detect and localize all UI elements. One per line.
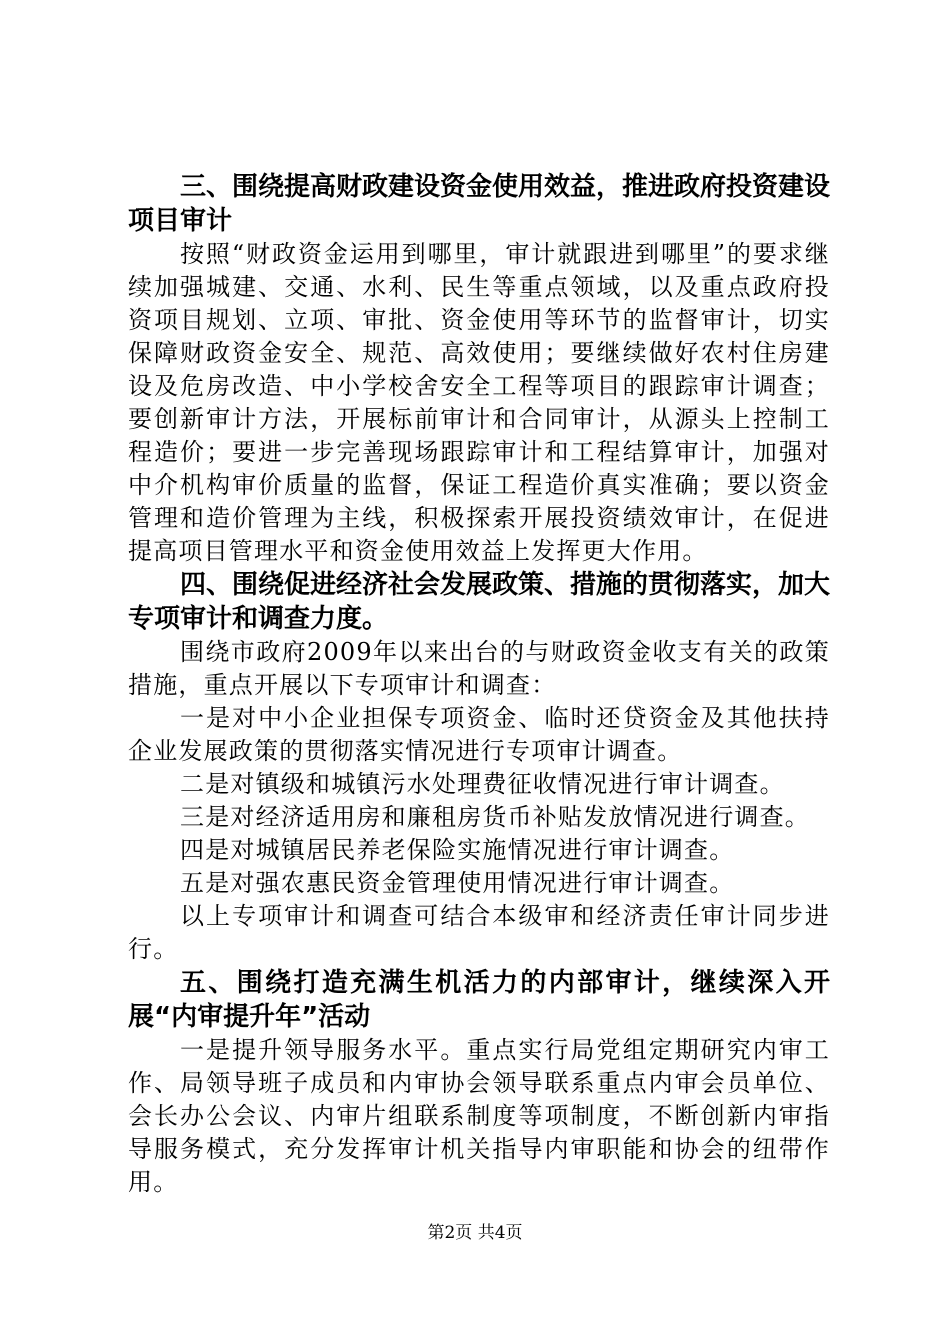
body-paragraph: 按照“财政资金运用到哪里，审计就跟进到哪里”的要求继续加强城建、交通、水利、民生等重点领域，以及重点政府投资项目规划、立项、审批、资金使用等环节的监督审计，切实保障财政资金安全、规范、高效使用；要继续做好农村住房建设及危房改造、中小学校舍安全工程等项目的跟踪审计调查；要创新审计方法，开展标前审计和合同审计，从源头上控制工程造价；要进一步完善现场跟踪审计和工程结算审计，加强对中介机构审价质量的监督，保证工程造价真实准确；要以资金管理和造价管理为主线，积极探索开展投资绩效审计，在促进提高项目管理水平和资金使用效益上发挥更大作用。 <box>128 240 830 565</box>
section-heading-3: 三、围绕提高财政建设资金使用效益，推进政府投资建设项目审计 <box>128 172 831 236</box>
list-item-paragraph: 三是对经济适用房和廉租房货币补贴发放情况进行调查。 <box>180 803 810 831</box>
section-heading-5: 五、围绕打造充满生机活力的内部审计，继续深入开展“内审提升年”活动 <box>128 968 830 1032</box>
list-item-paragraph: 二是对镇级和城镇污水处理费征收情况进行审计调查。 <box>180 770 785 798</box>
page-number-footer: 第2页 共4页 <box>427 1223 523 1243</box>
list-item-paragraph: 四是对城镇居民养老保险实施情况进行审计调查。 <box>180 836 735 864</box>
body-paragraph: 围绕市政府2009年以来出台的与财政资金收支有关的政策措施，重点开展以下专项审计和调查： <box>128 638 830 699</box>
document-body <box>128 170 830 1199</box>
list-item-paragraph: 一是对中小企业担保专项资金、临时还贷资金及其他扶持企业发展政策的贯彻落实情况进行专项审计调查。 <box>128 704 830 765</box>
list-item-paragraph: 五是对强农惠民资金管理使用情况进行审计调查。 <box>180 869 735 897</box>
body-paragraph: 以上专项审计和调查可结合本级审和经济责任审计同步进行。 <box>128 902 830 963</box>
section-heading-4: 四、围绕促进经济社会发展政策、措施的贯彻落实，加大专项审计和调查力度。 <box>128 570 831 634</box>
body-paragraph: 一是提升领导服务水平。重点实行局党组定期研究内审工作、局领导班子成员和内审协会领导联系重点内审会员单位、会长办公会议、内审片组联系制度等项制度，不断创新内审指导服务模式，充分发挥审计机关指导内审职能和协会的纽带作用。 <box>128 1036 830 1196</box>
